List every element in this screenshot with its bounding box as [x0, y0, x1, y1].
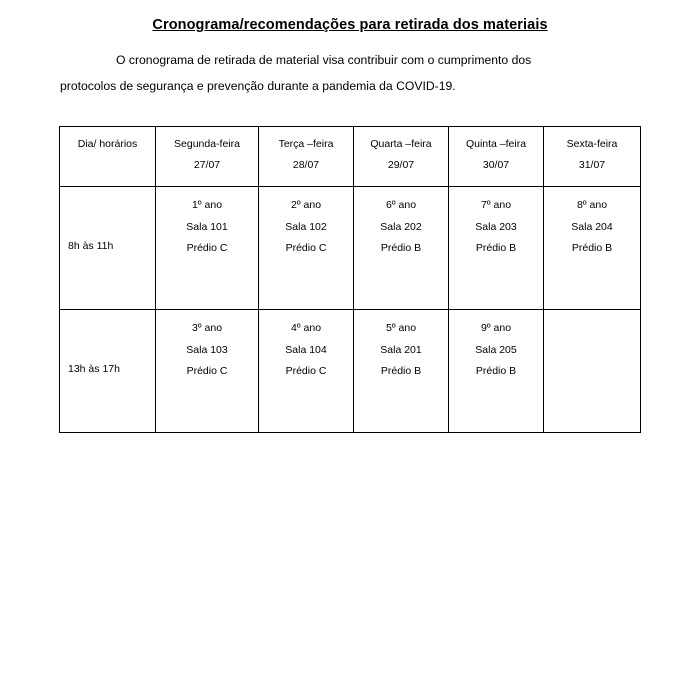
page-title: Cronograma/recomendações para retirada dos materiais [152, 17, 548, 33]
header-day-label: Dia/ horários [77, 137, 138, 150]
cell-afternoon-friday [544, 310, 641, 433]
cell-building: Prédio C [186, 365, 228, 378]
cell-grade: 9º ano [480, 322, 512, 334]
cell-room: Sala 203 [475, 220, 517, 233]
table-row [60, 187, 641, 310]
header-cell-day [60, 126, 156, 186]
header-friday-date: 31/07 [578, 159, 606, 172]
intro-paragraph-line-2: protocolos de segurança e prevenção durante a pandemia da COVID-19. [60, 79, 456, 94]
cell-building: Prédio C [186, 242, 228, 255]
intro-paragraph-line-1: O cronograma de retirada de material visa contribuir com o cumprimento dos [116, 52, 532, 67]
header-cell-monday [156, 126, 259, 186]
cell-morning-tuesday [259, 187, 354, 310]
header-monday-date: 27/07 [193, 159, 221, 172]
cell-room: Sala 204 [571, 220, 613, 233]
cell-room: Sala 202 [380, 220, 422, 233]
header-wednesday-date: 29/07 [387, 159, 415, 172]
cell-grade: 1º ano [191, 199, 223, 211]
schedule-table-wrapper [60, 126, 640, 433]
header-thursday-label: Quinta –feira [465, 137, 527, 150]
cell-afternoon-thursday [449, 310, 544, 433]
cell-grade: 3º ano [191, 322, 223, 334]
schedule-table [59, 126, 641, 433]
cell-afternoon-tuesday [259, 310, 354, 433]
cell-building: Prédio B [380, 365, 422, 378]
row-label-afternoon: 13h às 17h [60, 310, 156, 433]
header-thursday-date: 30/07 [482, 159, 510, 172]
cell-building: Prédio B [475, 242, 517, 255]
cell-building: Prédio C [285, 365, 327, 378]
cell-building: Prédio B [380, 242, 422, 255]
cell-room: Sala 101 [186, 220, 228, 233]
header-monday-label: Segunda-feira [174, 137, 240, 150]
row-label-morning: 8h às 11h [60, 187, 156, 310]
header-friday-label: Sexta-feira [566, 137, 618, 150]
cell-room: Sala 205 [475, 343, 517, 356]
cell-room: Sala 103 [186, 343, 228, 356]
cell-grade: 4º ano [290, 322, 322, 334]
table-header-row [60, 126, 641, 186]
header-tuesday-date: 28/07 [292, 159, 320, 172]
header-cell-friday [544, 126, 641, 186]
cell-building: Prédio C [285, 242, 327, 255]
header-cell-thursday [449, 126, 544, 186]
header-cell-wednesday [354, 126, 449, 186]
cell-grade: 7º ano [480, 199, 512, 211]
cell-grade: 6º ano [385, 199, 417, 211]
cell-afternoon-monday [156, 310, 259, 433]
cell-grade: 2º ano [290, 199, 322, 211]
cell-room: Sala 201 [380, 343, 422, 356]
table-row [60, 310, 641, 433]
header-tuesday-label: Terça –feira [278, 137, 334, 150]
cell-room: Sala 102 [285, 220, 327, 233]
cell-building: Prédio B [475, 365, 517, 378]
cell-room: Sala 104 [285, 343, 327, 356]
cell-morning-wednesday [354, 187, 449, 310]
header-cell-tuesday [259, 126, 354, 186]
cell-grade: 5º ano [385, 322, 417, 334]
cell-morning-monday [156, 187, 259, 310]
cell-morning-friday [544, 187, 641, 310]
cell-afternoon-wednesday [354, 310, 449, 433]
cell-building: Prédio B [571, 242, 613, 255]
cell-morning-thursday [449, 187, 544, 310]
header-wednesday-label: Quarta –feira [370, 137, 432, 150]
cell-grade: 8º ano [576, 199, 608, 211]
